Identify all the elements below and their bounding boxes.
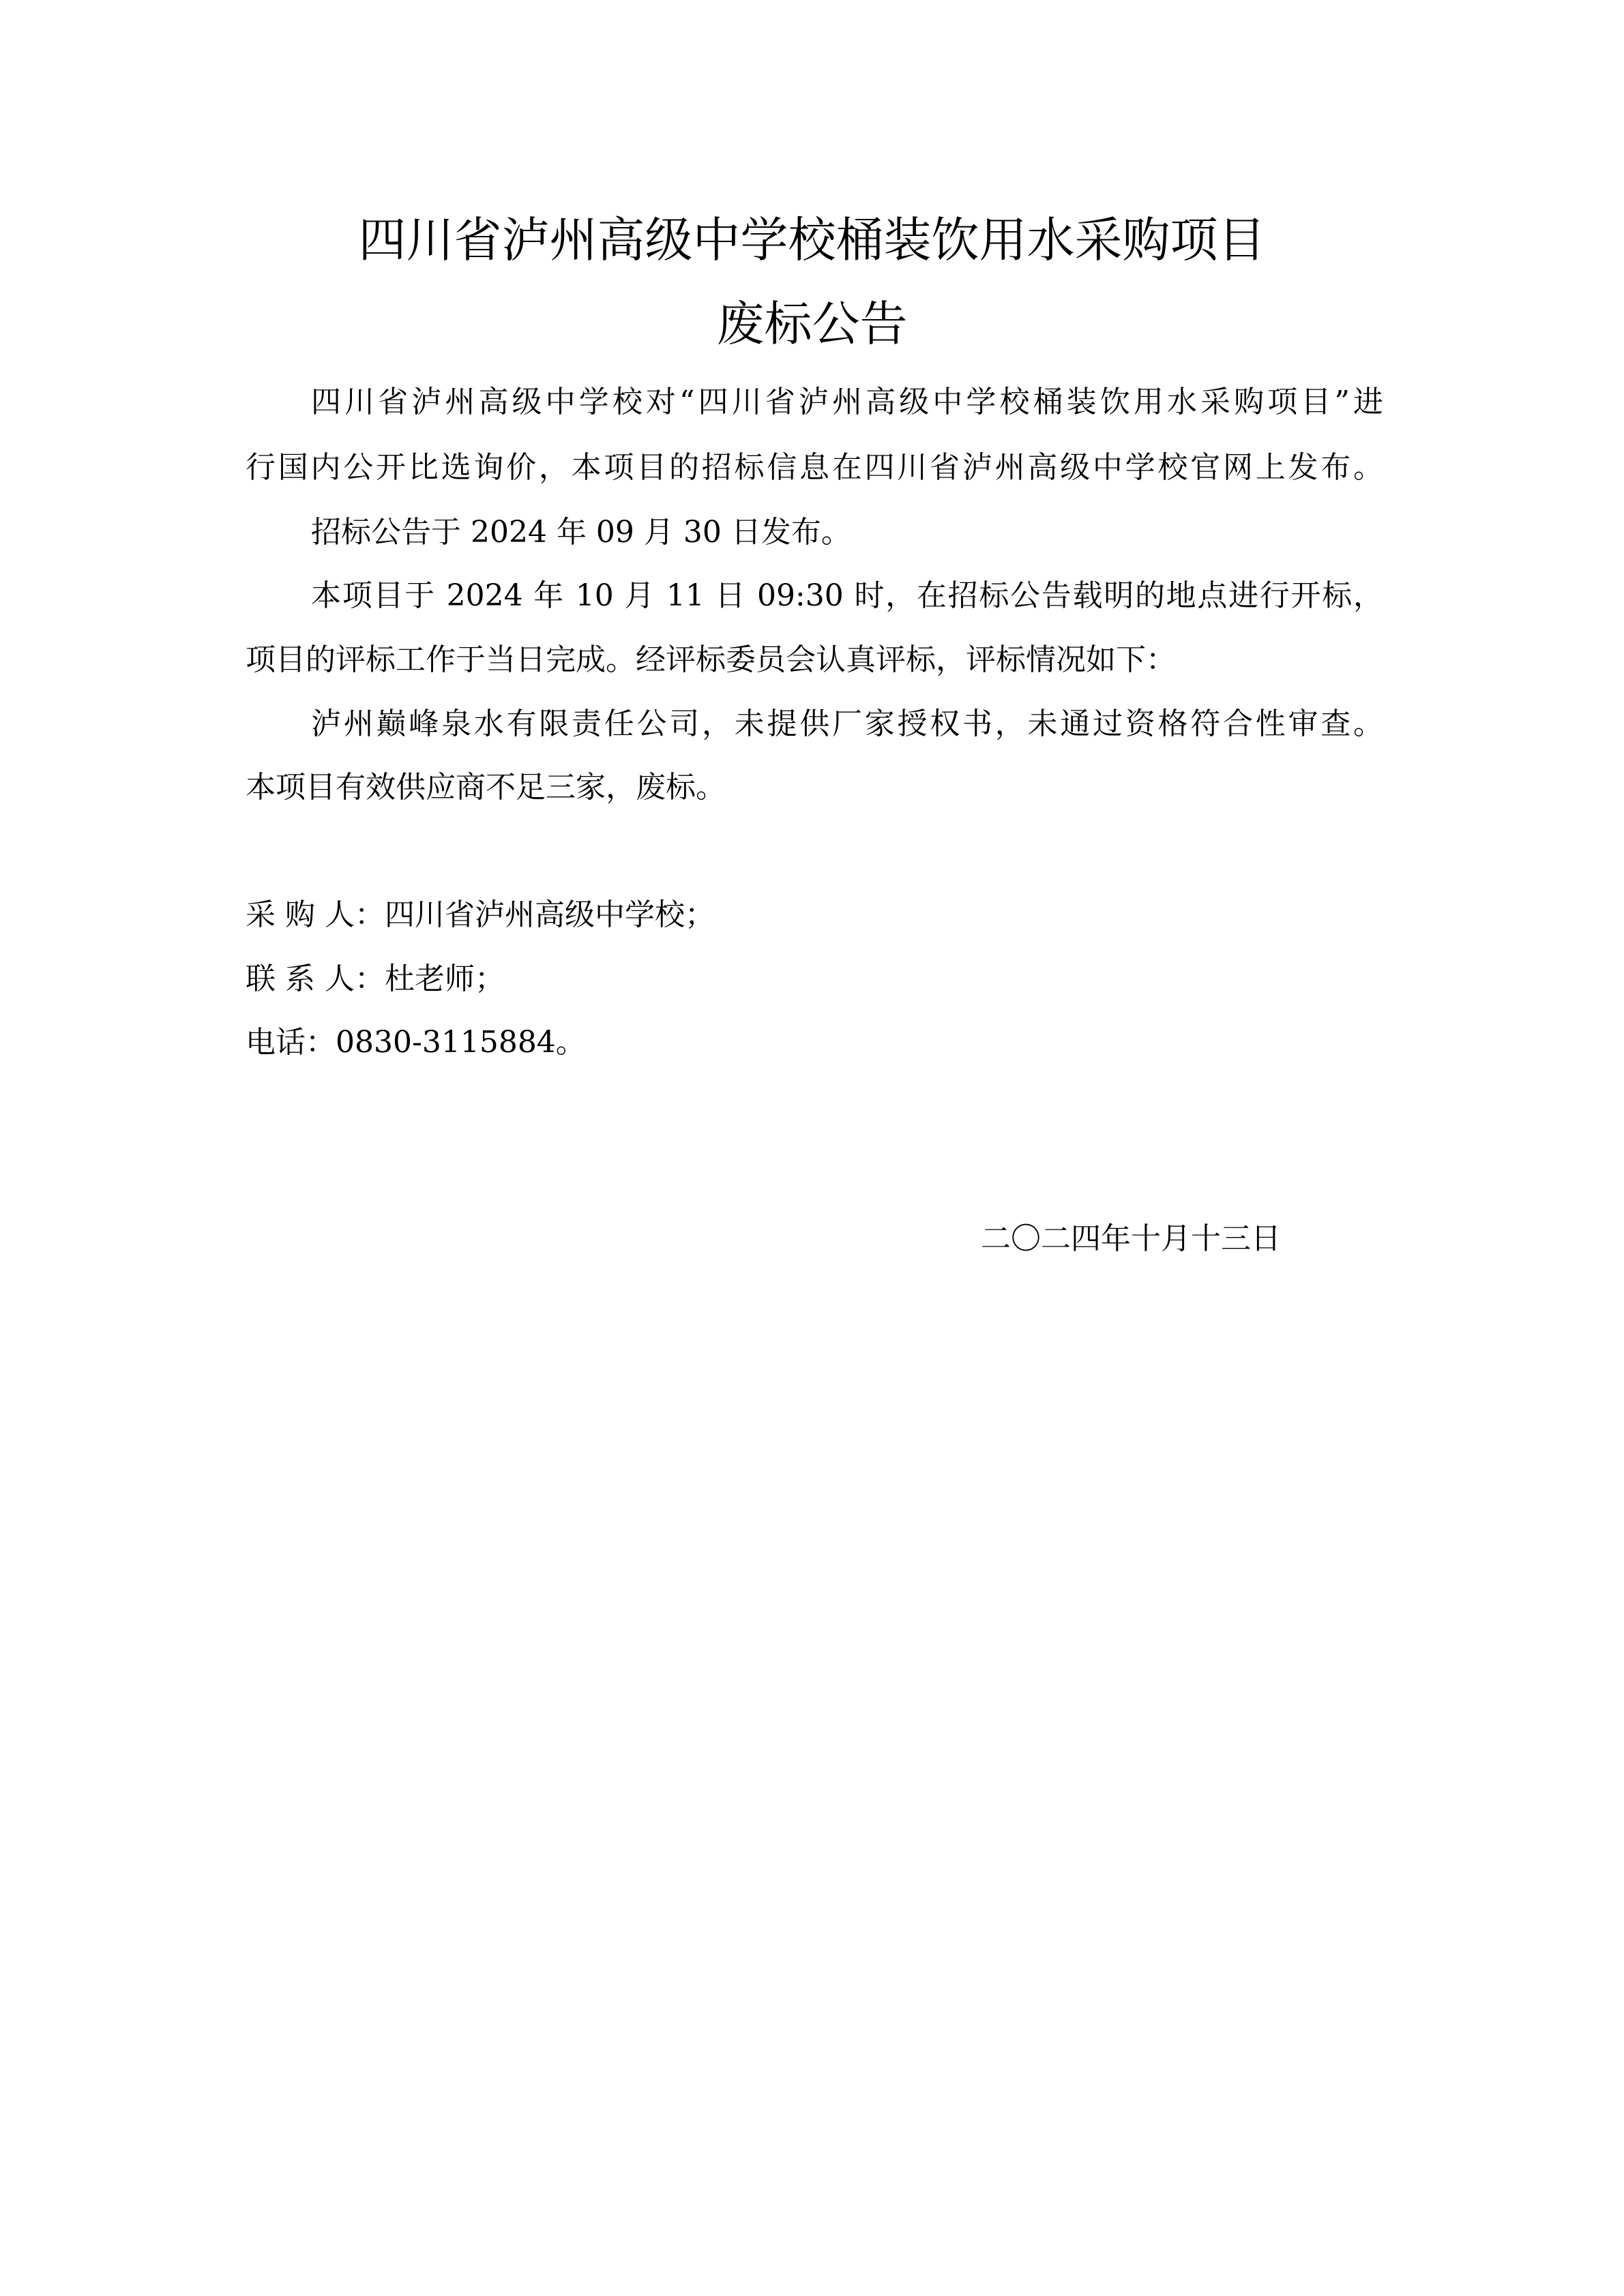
phone-line: 电话：0830-3115884。: [246, 1025, 586, 1060]
publish-date-paragraph: 招标公告于 2024 年 09 月 30 日发布。: [311, 515, 851, 550]
evaluation-result-paragraph-line-2: 本项目有效供应商不足三家，废标。: [246, 770, 726, 805]
purchaser-line: 采 购 人：四川省泸州高级中学校；: [246, 897, 715, 932]
contact-person-line: 联 系 人：杜老师；: [246, 961, 505, 996]
announcement-subtitle: 废标公告: [716, 296, 908, 352]
bid-opening-paragraph-line-1: 本项目于 2024 年 10 月 11 日 09:30 时，在招标公告载明的地点进行开标，: [311, 578, 1383, 613]
intro-paragraph-line-2: 行国内公开比选询价，本项目的招标信息在四川省泸州高级中学校官网上发布。: [246, 450, 1383, 485]
evaluation-result-paragraph-line-1: 泸州巅峰泉水有限责任公司，未提供厂家授权书，未通过资格符合性审查。: [311, 706, 1383, 741]
bid-opening-paragraph-line-2: 项目的评标工作于当日完成。经评标委员会认真评标，评标情况如下：: [246, 642, 1176, 677]
announcement-title: 四川省泸州高级中学校桶装饮用水采购项目: [358, 212, 1266, 268]
intro-paragraph-line-1: 四川省泸州高级中学校对“四川省泸州高级中学校桶装饮用水采购项目”进: [311, 385, 1383, 419]
announcement-date: 二〇二四年十月十三日: [981, 1221, 1281, 1256]
